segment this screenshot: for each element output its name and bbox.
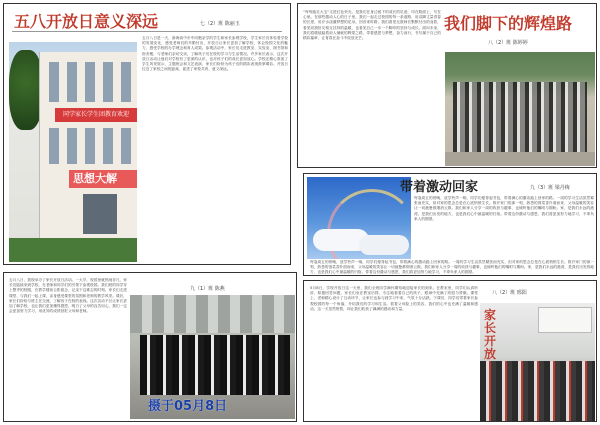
- class-group-photo: [130, 295, 295, 419]
- classroom-photo: [480, 303, 595, 421]
- classroom-photo-overlay: 家长开放: [484, 308, 497, 361]
- article-going-home: [303, 173, 597, 276]
- article-byline-open-day: 七（2）班 陈丽玉: [200, 21, 240, 27]
- article-byline-class-photo: 九（1）班 陈燕: [190, 286, 225, 292]
- article-title-glorious-road: 我们脚下的辉煌路: [444, 14, 573, 33]
- article-classroom: [303, 280, 597, 422]
- classroom-students: [480, 361, 595, 421]
- student-parade-photo: [445, 52, 595, 166]
- article-title-going-home: 带着激动回家: [400, 180, 479, 195]
- article-body-going-home-bottom: 每逢周五的傍晚，放学铃声一响，同学们便背起书包，带着满心的激动踏上回家的路。一周的学习生活虽然紧张而充实，但对家的思念总是在心底悄悄生长。推开家门的那一刻，熟悉的饭菜香扑面而来，父母温暖的笑容让一切疲惫都烟消云散。我们和家人分享一周的收获与趣事，也倾听他们的嘱咐与期盼。家，是我们永远的港湾，是我们出发的地方，也是我们心中最温暖的归宿。带着这份激动与感恩，我们将更加努力地学习，不辜负家人的期望。: [310, 260, 594, 275]
- cloud-shape: [359, 235, 409, 255]
- building-windows: [49, 62, 133, 102]
- article-title-open-day: 五八开放日意义深远: [14, 12, 159, 31]
- sky-rainbow-photo: [307, 177, 411, 259]
- article-body-class-photo: 五月八日，我校举办了家长开放日活动。一大早，校园里就热闹非凡，家长们陆续来到学校，在老师和同学们的引领下参观校园。我们班的同学穿上整齐的校服，在教学楼前合影留念，记录下这难忘的时刻。家长们走进课堂，与我们一起上课，亲身感受课堂的氛围和老师的教学风采。课后，家长们纷纷与班主任交流，了解孩子在校的表现。这次活动不仅让家长更加了解学校，也让我们更加懂得感恩，明白了父母的良苦用心，我们一定会更加努力学习，用优异的成绩回报父母和老师。: [9, 278, 127, 314]
- red-banner: 思想大解: [69, 170, 137, 188]
- article-class-photo: [3, 272, 297, 422]
- students-group: [140, 335, 290, 395]
- building-doorway: [83, 194, 117, 234]
- article-byline-classroom: 八（2）班 邢阳: [492, 290, 527, 296]
- classroom-window: [538, 307, 592, 333]
- school-sign: 同学家长学生团教育欢迎: [55, 108, 137, 122]
- article-body-open-day: 五月八日是一天，新海高中市中同胞亲学的学生和家长参观学校，学生家长们体验着学校的发展变化，感受老师们的辛勤付出，开放日让家长更加了解学校，体会校园文化的魅力，感受学校的办学理念和育人成果。参观活动中，家长们走进教室、实验室、图书馆和宿舍楼，与老师们亲切交谈，了解孩子们在校的学习与生活情况。许多家长表示，这次开放日活动让他们对学校有了更深的认识，也对孩子们的成长更加放心。学校还精心准备了学生风采展示、主题班会和文艺表演，家长们纷纷为孩子们的精彩表现鼓掌喝彩。开放日拉近了家校之间的距离，促进了家校共育，意义深远。: [142, 36, 288, 72]
- tree-photo-element: [9, 50, 43, 130]
- building-windows: [49, 128, 133, 164]
- article-body-classroom: 5月8日，学校开放日这一天里，我们全班同学满怀期待地迎接家长的到来。在教室里，同学们认真听讲、积极回答问题，家长们坐在教室后排，专注地看着自己的孩子，眼神中充满了欣慰与骄傲。课堂上，老师精心设计了互动环节，让家长也参与到学习中来，气氛十分活跃。下课后，同学们带着家长参观校园的每一个角落，介绍我们的学习和生活。看着父母脸上的笑容，我们的心中也充满了温暖和感动。这一天虽然短暂，却让我们收获了满满的感动和力量。: [310, 286, 478, 311]
- article-byline-glorious-road: 八（2）班 陈婷婷: [488, 40, 528, 46]
- school-building-photo: [9, 42, 137, 262]
- title-underline: [12, 31, 282, 32]
- photo-building-bg: [130, 295, 295, 333]
- article-byline-going-home: 九（3）班 梁丹梅: [530, 185, 570, 191]
- article-body-going-home-right: 每逢周五的傍晚，放学铃声一响，同学们便背起书包，带着满心的激动踏上回家的路。一周的学习生活虽然紧张而充实，但对家的思念总是在心底悄悄生长。推开家门的那一刻，熟悉的饭菜香扑面而来，父母温暖的笑容让一切疲惫都烟消云散。我们和家人分享一周的收获与趣事，也倾听他们的嘱咐与期盼。家，是我们永远的港湾，是我们出发的地方，也是我们心中最温暖的归宿。带着这份激动与感恩，我们将更加努力地学习，不辜负家人的期望。: [414, 196, 594, 221]
- photo-date-caption: 摄于05月8日: [148, 399, 228, 414]
- flowerbed: [9, 238, 137, 262]
- parade-road: [445, 152, 595, 166]
- article-open-day: [3, 3, 291, 265]
- article-glorious-road: [297, 3, 597, 168]
- parade-crowd: [453, 82, 587, 152]
- article-body-glorious-road: “每每踏足大宝”走进红色荣光，是我们在身边留下的成长的足迹，印在路面上，写在心里。在那些激动人心的日子里，我们一起走过校园的每一条道路，用双脚丈量青春的长度，用汗水浇灌梦想的花朵。回首来时路，我们看见无数师长默默付出的身影，看见同窗好友相互扶持的温暖，也看见自己一步一个脚印的坚持与成长。面向未来，我们将继续踏着前人铺就的辉煌之路，带着感恩与梦想，奋力前行，书写属于自己的精彩篇章，让青春在奋斗中绽放光芒。: [303, 10, 441, 41]
